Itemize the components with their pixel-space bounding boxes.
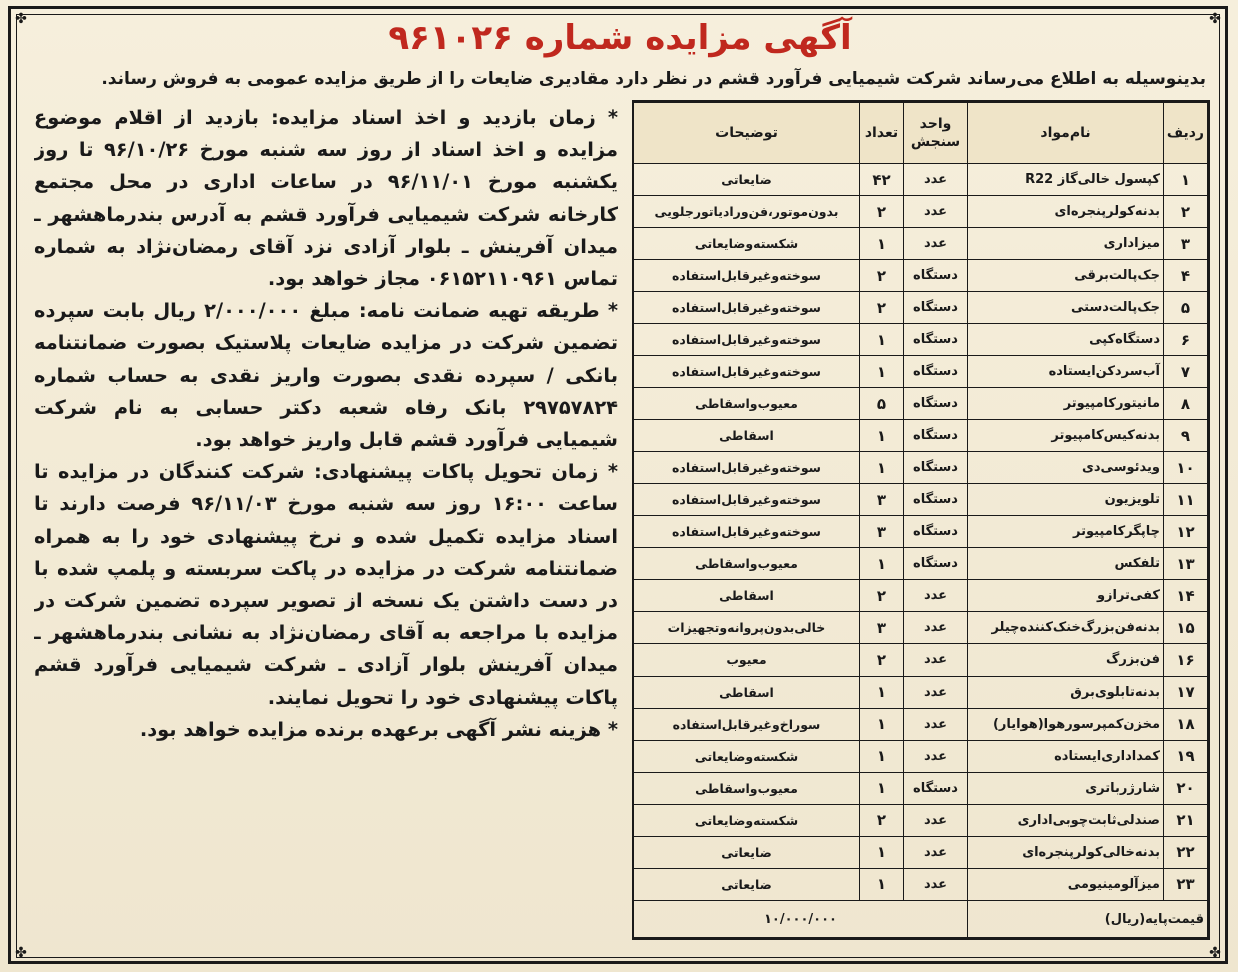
cell-item-name: مانیتورکامپیوتر [968,388,1164,420]
cell-row-number: ۵ [1164,292,1208,324]
table-row [634,708,1208,740]
cell-item-name: بدنه‌تابلوی‌برق [968,676,1164,708]
cell-item-name: میزآلومینیومی [968,868,1164,900]
cell-row-number: ۶ [1164,324,1208,356]
cell-count: ۱ [860,772,904,804]
cell-row-number: ۹ [1164,420,1208,452]
cell-row-number: ۱۱ [1164,484,1208,516]
header-count: تعداد [860,103,904,164]
base-price-value: ۱۰/۰۰۰/۰۰۰ [634,901,968,938]
cell-unit: دستگاه [904,516,968,548]
cell-unit: دستگاه [904,388,968,420]
cell-row-number: ۲۱ [1164,804,1208,836]
cell-row-number: ۱۳ [1164,548,1208,580]
cell-unit: عدد [904,804,968,836]
cell-description: بدون‌موتور،فن‌ورادیاتورجلویی [634,196,860,228]
table-body [634,164,1208,901]
cell-unit: دستگاه [904,292,968,324]
cell-description: ضایعاتی [634,836,860,868]
cell-count: ۱ [860,548,904,580]
table-row [634,292,1208,324]
cell-unit: عدد [904,644,968,676]
cell-item-name: آب‌سردکن‌ایستاده [968,356,1164,388]
cell-count: ۱ [860,324,904,356]
corner-ornament-icon: ✤ [1209,945,1221,961]
table-row [634,612,1208,644]
cell-description: سوخته‌وغیرقابل‌استفاده [634,292,860,324]
cell-item-name: صندلی‌ثابت‌چوبی‌اداری [968,804,1164,836]
corner-ornament-icon: ✤ [15,11,27,27]
cell-row-number: ۲ [1164,196,1208,228]
delivery-paragraph [34,456,618,714]
cell-row-number: ۱۶ [1164,644,1208,676]
cell-description: اسقاطی [634,580,860,612]
cell-row-number: ۱۵ [1164,612,1208,644]
cell-description: اسقاطی [634,420,860,452]
cell-unit: عدد [904,868,968,900]
cell-description: معیوب‌واسقاطی [634,772,860,804]
base-price-label: قیمت‌پایه(ریال) [968,901,1208,938]
cell-row-number: ۱۷ [1164,676,1208,708]
table-row [634,868,1208,900]
cell-count: ۲ [860,260,904,292]
cell-item-name: ویدئوسی‌دی [968,452,1164,484]
cost-note: * هزینه نشر آگهی برعهده برنده مزایده خواهد بود. [139,717,618,741]
cell-count: ۲ [860,644,904,676]
cell-unit: عدد [904,708,968,740]
cell-item-name: مخزن‌کمپرسورهوا(هوایار) [968,708,1164,740]
cell-description: معیوب‌واسقاطی [634,548,860,580]
table-row [634,164,1208,196]
cell-unit: عدد [904,676,968,708]
cell-unit: عدد [904,164,968,196]
cell-count: ۲ [860,580,904,612]
cell-item-name: تلویزیون [968,484,1164,516]
cell-unit: دستگاه [904,324,968,356]
table-row [634,836,1208,868]
cell-unit: دستگاه [904,452,968,484]
table-row [634,740,1208,772]
table-header-row [634,103,1208,164]
table-row [634,676,1208,708]
cell-description: سوخته‌وغیرقابل‌استفاده [634,452,860,484]
cell-item-name: دستگاه‌کپی [968,324,1164,356]
table-row [634,548,1208,580]
cell-unit: عدد [904,612,968,644]
cell-count: ۳ [860,612,904,644]
cell-count: ۴۲ [860,164,904,196]
guarantee-body: مبلغ ۲/۰۰۰/۰۰۰ ریال بابت سپرده تضمین شرکت در مزایده ضایعات پلاستیک بصورت ضمانتنامه بانکی / سپرده نقدی بصورت واریز نقدی به حساب شماره ۲۹۷۵۷۸۲۴ بانک رفاه شعبه دکتر حسابی به نام شرکت شیمیایی فرآورد قشم قابل واریز خواهد بود. [34,299,618,452]
cell-count: ۱ [860,356,904,388]
table-row [634,772,1208,804]
cell-description: شکسته‌وضایعاتی [634,804,860,836]
cell-count: ۱ [860,868,904,900]
cell-description: معیوب [634,644,860,676]
guarantee-paragraph [34,295,618,456]
cell-item-name: کفی‌ترازو [968,580,1164,612]
visit-body: بازدید از اقلام موضوع مزایده و اخذ اسناد از روز سه شنبه مورخ ۹۶/۱۰/۲۶ تا روز یکشنبه مورخ ۹۶/۱۱/۰۱ در ساعات اداری در محل مجتمع کارخانه شرکت شیمیایی فرآورد قشم به آدرس بندرماهشهر ـ میدان آفرینش ـ بلوار آزادی نزد آقای رمضان‌نژاد به شماره تماس ۰۶۱۵۲۱۱۰۹۶۱ مجاز خواهد بود. [34,106,618,291]
cell-count: ۱ [860,836,904,868]
cell-item-name: کپسول خالی‌گاز R22 [968,164,1164,196]
cell-unit: عدد [904,196,968,228]
cell-count: ۳ [860,484,904,516]
cell-count: ۲ [860,292,904,324]
table-row [634,388,1208,420]
cell-row-number: ۳ [1164,228,1208,260]
visit-heading: * زمان بازدید و اخذ اسناد مزایده: [270,106,618,129]
cell-item-name: بدنه‌کیس‌کامپیوتر [968,420,1164,452]
cell-row-number: ۱۸ [1164,708,1208,740]
cell-description: سوخته‌وغیرقابل‌استفاده [634,516,860,548]
cell-row-number: ۱ [1164,164,1208,196]
cell-item-name: کمداداری‌ایستاده [968,740,1164,772]
cell-unit: دستگاه [904,420,968,452]
cell-item-name: تلفکس [968,548,1164,580]
items-table [633,102,1208,938]
header-unit: واحد سنجش [904,103,968,164]
cell-description: ضایعاتی [634,868,860,900]
base-price-row [634,901,1208,938]
table-row [634,260,1208,292]
items-table-container [632,100,1210,940]
intro-text: بدینوسیله به اطلاع می‌رساند شرکت شیمیایی فرآورد قشم در نظر دارد مقادیری ضایعات را از طریق مزایده عمومی به فروش رساند. [101,69,1206,89]
cell-row-number: ۲۲ [1164,836,1208,868]
cell-count: ۱ [860,420,904,452]
auction-conditions [34,102,618,948]
cell-item-name: جک‌پالت‌دستی [968,292,1164,324]
cell-unit: دستگاه [904,484,968,516]
cell-row-number: ۲۰ [1164,772,1208,804]
cell-row-number: ۱۹ [1164,740,1208,772]
cell-description: سوخته‌وغیرقابل‌استفاده [634,484,860,516]
cell-description: شکسته‌وضایعاتی [634,740,860,772]
cell-row-number: ۸ [1164,388,1208,420]
cell-row-number: ۱۴ [1164,580,1208,612]
cell-count: ۱ [860,676,904,708]
guarantee-heading: * طریقه تهیه ضمانت نامه: [358,299,618,323]
cell-count: ۲ [860,196,904,228]
ad-title: آگهی مزایده شماره ۹۶۱۰۲۶ [388,18,852,58]
table-row [634,516,1208,548]
cell-count: ۳ [860,516,904,548]
cell-count: ۱ [860,452,904,484]
visit-paragraph [34,102,618,295]
cell-count: ۱ [860,740,904,772]
table-row [634,484,1208,516]
cell-item-name: شارژرباتری [968,772,1164,804]
table-row [634,644,1208,676]
cell-row-number: ۷ [1164,356,1208,388]
cell-description: معیوب‌واسقاطی [634,388,860,420]
cell-item-name: بدنه‌کولرپنجره‌ای [968,196,1164,228]
cell-item-name: بدنه‌فن‌بزرگ‌خنک‌کننده‌چیلر [968,612,1164,644]
cell-item-name: فن‌بزرگ [968,644,1164,676]
cell-unit: دستگاه [904,356,968,388]
cell-unit: دستگاه [904,772,968,804]
cell-description: شکسته‌وضایعاتی [634,228,860,260]
header-description: توضیحات [634,103,860,164]
table-row [634,580,1208,612]
cell-count: ۱ [860,228,904,260]
cell-count: ۵ [860,388,904,420]
cell-unit: دستگاه [904,260,968,292]
delivery-body: شرکت کنندگان در مزایده تا ساعت ۱۶:۰۰ روز سه شنبه مورخ ۹۶/۱۱/۰۳ فرصت دارند تا اسناد مزایده تکمیل شده و نرخ پیشنهادی خود را به همراه ضمانتنامه شرکت در مزایده در پاکت سربسته و پلمپ شده با در دست داشتن یک نسخه از تصویر سپرده تضمین شرکت در مزایده با مراجعه به آقای رمضان‌نژاد به نشانی بندرماهشهر ـ میدان آفرینش بلوار آزادی ـ شرکت شیمیایی فرآورد قشم پاکات پیشنهادی خود را تحویل نمایند. [34,460,618,709]
table-row [634,420,1208,452]
table-row [634,452,1208,484]
cell-description: خالی‌بدون‌پروانه‌وتجهیزات [634,612,860,644]
table-row [634,324,1208,356]
cell-count: ۱ [860,708,904,740]
cell-row-number: ۲۳ [1164,868,1208,900]
cell-item-name: چاپگرکامپیوتر [968,516,1164,548]
table-row [634,228,1208,260]
cell-row-number: ۴ [1164,260,1208,292]
cell-description: سوخته‌وغیرقابل‌استفاده [634,260,860,292]
table-row [634,356,1208,388]
cell-description: سوراخ‌وغیرقابل‌استفاده [634,708,860,740]
table-row [634,196,1208,228]
cell-item-name: جک‌پالت‌برقی [968,260,1164,292]
cell-description: ضایعاتی [634,164,860,196]
cell-count: ۲ [860,804,904,836]
cell-row-number: ۱۰ [1164,452,1208,484]
cell-unit: عدد [904,228,968,260]
cell-item-name: بدنه‌خالی‌کولرپنجره‌ای [968,836,1164,868]
cell-description: اسقاطی [634,676,860,708]
table-row [634,804,1208,836]
corner-ornament-icon: ✤ [15,945,27,961]
header-row-number: ردیف [1164,103,1208,164]
delivery-heading: * زمان تحویل پاکات پیشنهادی: [313,460,618,484]
cell-unit: عدد [904,836,968,868]
header-item-name: نام‌مواد [968,103,1164,164]
cell-row-number: ۱۲ [1164,516,1208,548]
cell-unit: عدد [904,580,968,612]
cell-unit: عدد [904,740,968,772]
cell-description: سوخته‌وغیرقابل‌استفاده [634,324,860,356]
corner-ornament-icon: ✤ [1209,11,1221,27]
cell-description: سوخته‌وغیرقابل‌استفاده [634,356,860,388]
cell-unit: دستگاه [904,548,968,580]
cell-item-name: میزاداری [968,228,1164,260]
